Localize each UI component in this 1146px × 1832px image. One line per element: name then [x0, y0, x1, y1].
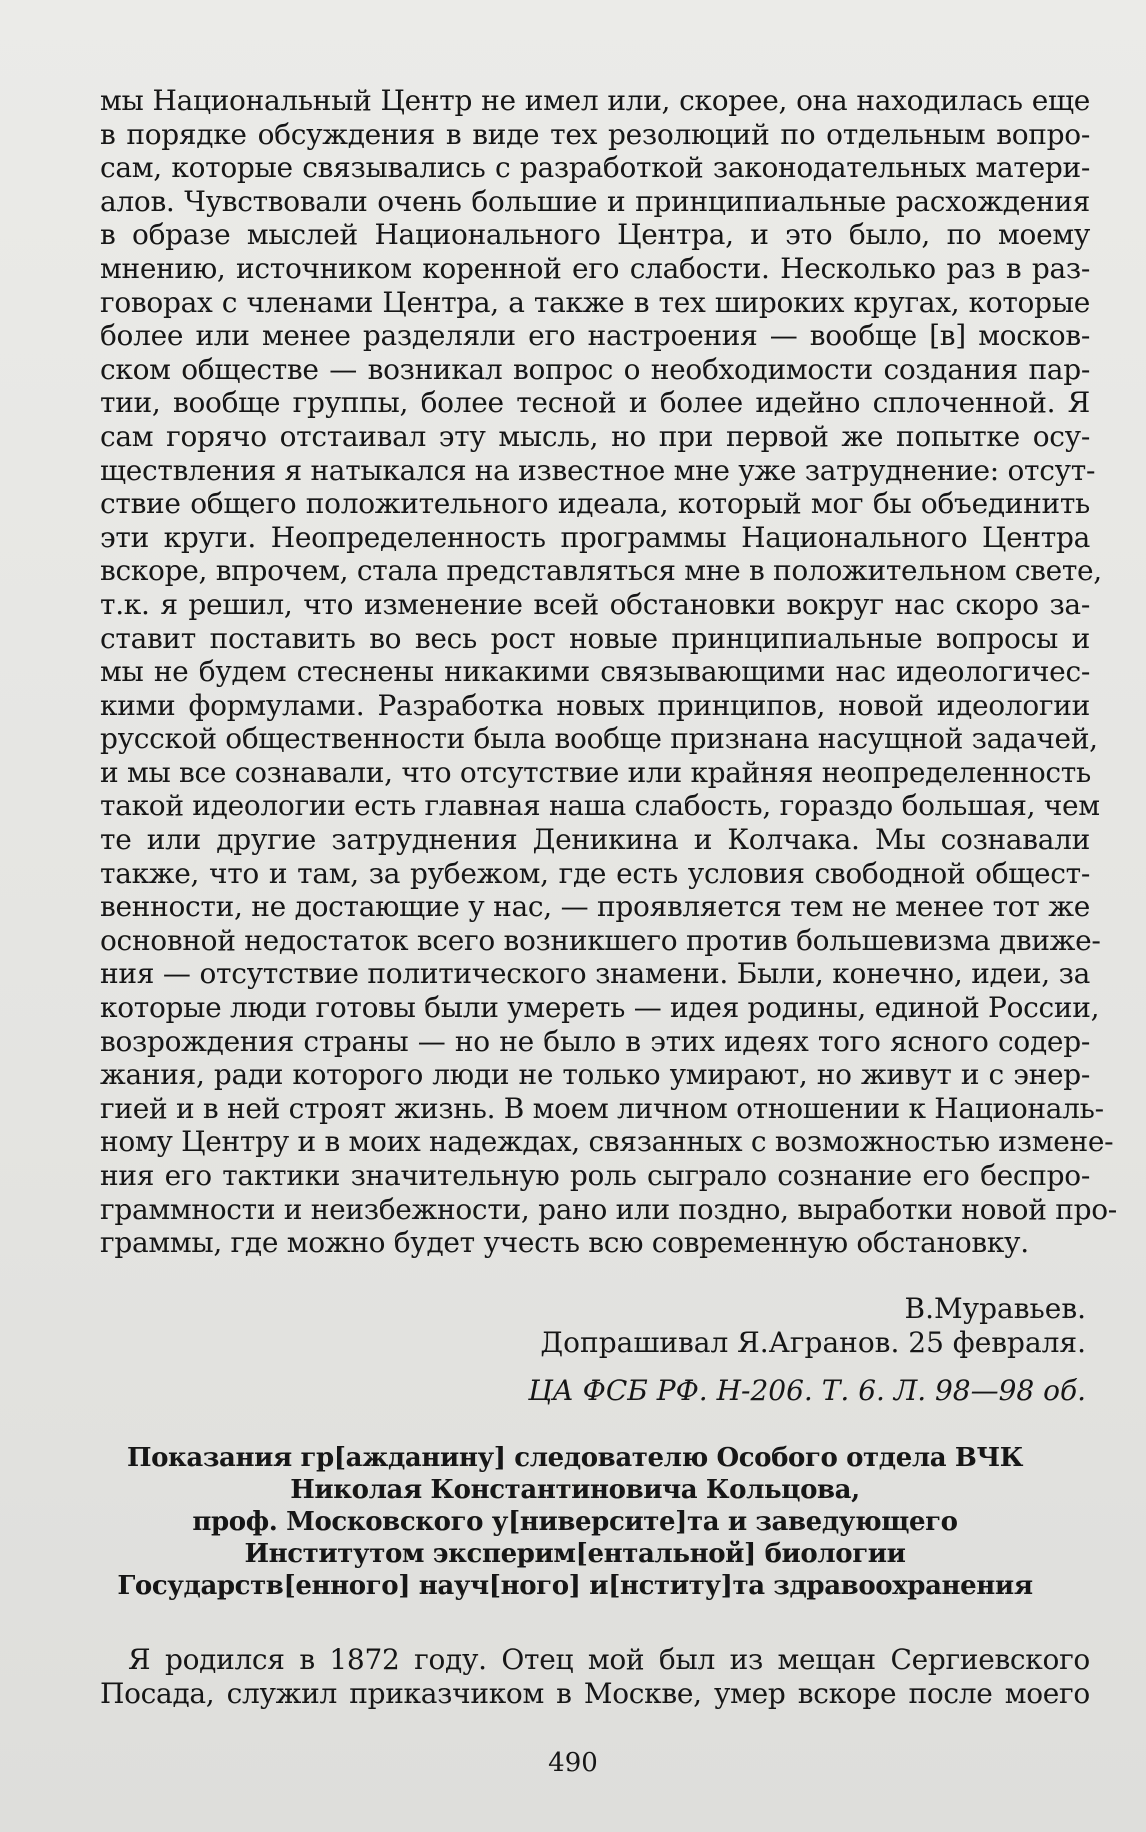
text-line: такой идеологии есть главная наша слабость, гораздо большая, чем — [100, 789, 1100, 823]
archive-reference: ЦА ФСБ РФ. Н-206. Т. 6. Л. 98—98 об. — [528, 1374, 1086, 1407]
text-line: т.к. я решил, что изменение всей обстановки вокруг нас скоро за- — [100, 587, 1090, 621]
heading-line: проф. Московского у[ниверсите]та и заведующего — [192, 1507, 958, 1537]
text-line: более или менее разделяли его настроения — вообще [в] москов- — [100, 319, 1090, 353]
text-line: ния его тактики значительную роль сыграло сознание его беспро- — [100, 1159, 1090, 1192]
signature-interrogator: Допрашивал Я.Агранов. 25 февраля. — [540, 1326, 1086, 1359]
text-line: Я родился в 1872 году. Отец мой был из мещан Сергиевского — [128, 1643, 1090, 1676]
text-line: те или другие затруднения Деникина и Колчака. Мы сознавали — [100, 823, 1090, 857]
text-line: ставит поставить во весь рост новые принципиальные вопросы и — [100, 621, 1090, 655]
heading-line: Государств[енного] науч[ного] и[нститу]та здравоохранения — [117, 1571, 1033, 1601]
text-line: жания, ради которого люди не только умирают, но живут и с энер- — [100, 1058, 1090, 1092]
next-testimony-text — [100, 1643, 1090, 1710]
heading-line: Николая Константиновича Кольцова, — [290, 1475, 860, 1505]
testimony-body-text — [100, 84, 1117, 1260]
text-line: в порядке обсуждения в виде тех резолюций по отдельным вопро- — [100, 117, 1090, 151]
text-line: мы не будем стеснены никакими связывающими нас идеологичес- — [100, 655, 1090, 689]
text-line: ния — отсутствие политического знамени. Были, конечно, идеи, за — [100, 957, 1090, 991]
text-line: кими формулами. Разработка новых принципов, новой идеологии — [100, 688, 1090, 722]
text-line: алов. Чувствовали очень большие и принципиальные расхождения — [100, 184, 1090, 218]
text-line: ному Центру и в моих надеждах, связанных с возможностью измене- — [100, 1125, 1114, 1159]
text-line: Посада, служил приказчиком в Москве, умер вскоре после моего — [100, 1676, 1090, 1710]
text-line: венности, не достающие у нас, — проявляется тем не менее тот же — [100, 890, 1090, 924]
text-line: мнению, источником коренной его слабости. Несколько раз в раз- — [100, 251, 1090, 285]
text-line: вскоре, впрочем, стала представляться мне в положительном свете, — [100, 554, 1102, 588]
text-line: также, что и там, за рубежом, где есть условия свободной общест- — [100, 856, 1090, 890]
text-line: ском обществе — возникал вопрос о необходимости создания пар- — [100, 352, 1090, 386]
text-line: русской общественности была вообще признана насущной задачей, — [100, 722, 1098, 756]
text-line: в образе мыслей Национального Центра, и это было, по моему — [100, 218, 1090, 252]
text-line: мы Национальный Центр не имел или, скорее, она находилась еще — [100, 84, 1090, 117]
heading-line: Показания гр[ажданину] следователю Особого отдела ВЧК — [126, 1443, 1024, 1473]
signature-author: В.Муравьев. — [904, 1292, 1086, 1325]
text-line: эти круги. Неопределенность программы Национального Центра — [100, 520, 1090, 554]
text-line: которые люди готовы были умереть — идея родины, единой России, — [100, 991, 1100, 1025]
text-line: гией и в ней строят жизнь. В моем личном отношении к Националь- — [100, 1091, 1104, 1125]
text-line: граммности и неизбежности, рано или поздно, выработки новой про- — [100, 1192, 1117, 1226]
text-line: тии, вообще группы, более тесной и более идейно сплоченной. Я — [100, 386, 1090, 420]
page-number: 490 — [548, 1748, 598, 1778]
text-line: сам горячо отстаивал эту мысль, но при первой же попытке осу- — [100, 419, 1090, 453]
text-line: ществления я натыкался на известное мне уже затруднение: отсут- — [100, 453, 1096, 487]
text-line: ствие общего положительного идеала, который мог бы объединить — [100, 487, 1090, 521]
heading-line: Институтом эксперим[ентальной] биологии — [244, 1539, 906, 1569]
text-line: возрождения страны — но не было в этих идеях того ясного содер- — [100, 1024, 1090, 1058]
text-line: говорах с членами Центра, а также в тех широких кругах, которые — [100, 285, 1090, 319]
section-heading — [90, 1442, 1060, 1602]
text-line: и мы все сознавали, что отсутствие или крайняя неопределенность — [100, 755, 1091, 789]
text-line: сам, которые связывались с разработкой законодательных матери- — [100, 151, 1090, 185]
text-line: граммы, где можно будет учесть всю современную обстановку. — [100, 1226, 1029, 1260]
text-line: основной недостаток всего возникшего против большевизма движе- — [100, 923, 1101, 957]
